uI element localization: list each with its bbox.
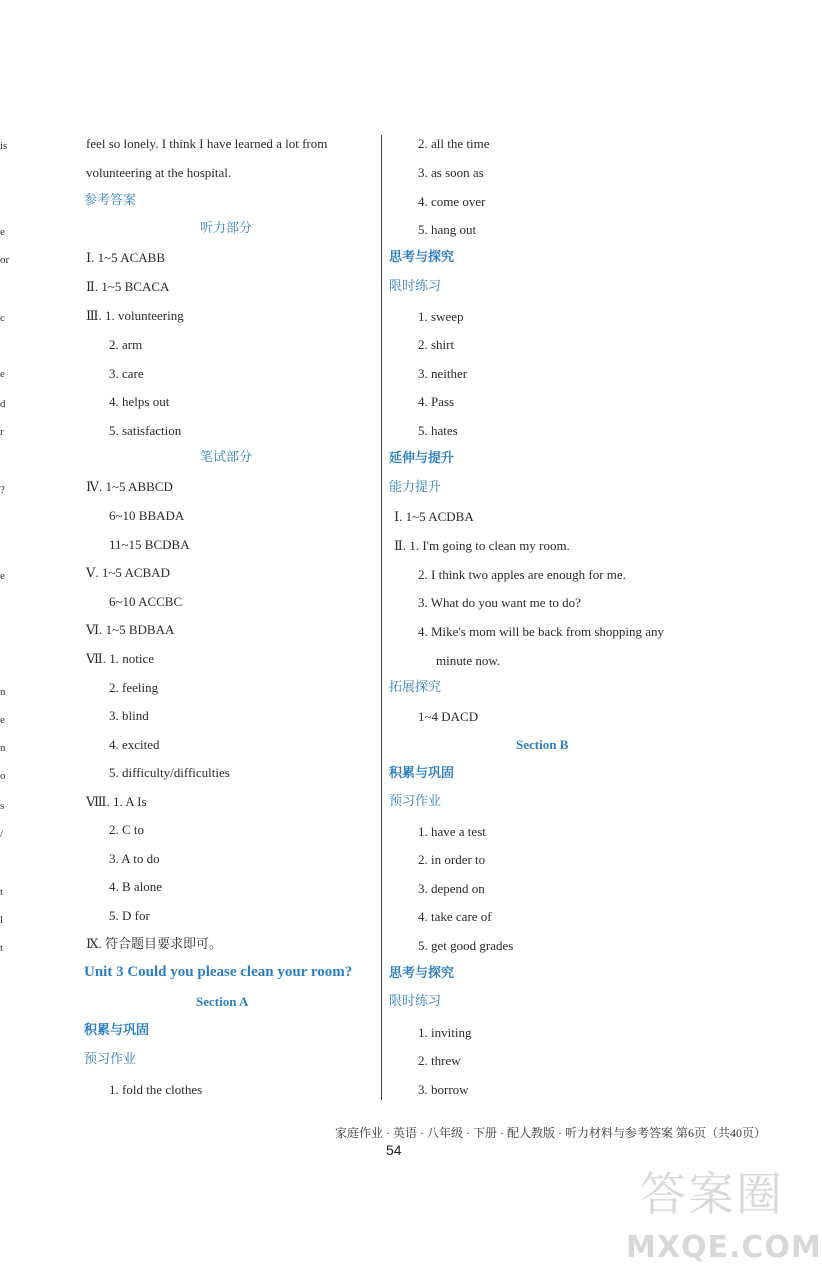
timed-heading: 限时练习 bbox=[389, 279, 442, 294]
listening-heading: 听力部分 bbox=[200, 221, 253, 236]
edge-fragment: n bbox=[0, 742, 6, 754]
answer-line: 1. have a test bbox=[418, 824, 486, 839]
edge-fragment: ? bbox=[0, 484, 5, 496]
answer-line: 2. shirt bbox=[418, 337, 455, 352]
edge-fragment: s bbox=[0, 800, 5, 812]
badge-accumulate: 积累与巩固 bbox=[84, 1023, 150, 1038]
paragraph-line: volunteering at the hospital. bbox=[86, 165, 232, 180]
footer-text: 家庭作业 · 英语 · 八年级 · 下册 · 配人教版 · 听力材料与参考答案 第6页（共40页） bbox=[335, 1126, 766, 1140]
answer-line: 3. as soon as bbox=[418, 165, 484, 180]
answer-line: 6~10 ACCBC bbox=[109, 594, 183, 609]
answer-line: 2. in order to bbox=[418, 852, 486, 867]
answer-line: Ⅷ. 1. A Is bbox=[86, 794, 147, 809]
edge-fragment: t bbox=[0, 942, 4, 954]
answer-line: 3. What do you want me to do? bbox=[418, 595, 581, 610]
answer-line: 3. blind bbox=[109, 708, 149, 723]
badge-think: 思考与探究 bbox=[389, 966, 455, 981]
answer-line: Ⅴ. 1~5 ACBAD bbox=[86, 565, 170, 580]
column-divider bbox=[381, 135, 382, 1100]
edge-fragment: o bbox=[0, 770, 6, 782]
ability-heading: 能力提升 bbox=[389, 480, 442, 495]
answer-line: 4. Mike's mom will be back from shopping any bbox=[418, 624, 665, 639]
answer-line: 1. sweep bbox=[418, 309, 464, 324]
edge-fragment: l bbox=[0, 914, 4, 926]
answer-line: Ⅶ. 1. notice bbox=[86, 651, 155, 666]
answers-heading: 参考答案 bbox=[84, 193, 137, 208]
answer-line: 3. neither bbox=[418, 366, 468, 381]
answer-line: Ⅱ. 1~5 BCACA bbox=[86, 279, 170, 294]
edge-fragment: t bbox=[0, 886, 4, 898]
edge-fragment: or bbox=[0, 254, 10, 266]
answer-line: 4. come over bbox=[418, 194, 486, 209]
answer-line: 2. feeling bbox=[109, 680, 159, 695]
edge-fragment: r bbox=[0, 426, 4, 438]
timed-heading: 限时练习 bbox=[389, 994, 442, 1009]
answer-line: 3. A to do bbox=[109, 851, 160, 866]
edge-fragment: is bbox=[0, 140, 8, 152]
answer-line: 4. B alone bbox=[109, 879, 163, 894]
answer-line: Ⅰ. 1~5 ACDBA bbox=[394, 509, 474, 524]
edge-fragment: c bbox=[0, 312, 5, 324]
answer-line: minute now. bbox=[436, 653, 501, 668]
answer-line: Ⅳ. 1~5 ABBCD bbox=[86, 479, 173, 494]
edge-fragment: e bbox=[0, 226, 5, 238]
answer-line: 5. D for bbox=[109, 908, 150, 923]
answer-line: Ⅲ. 1. volunteering bbox=[86, 308, 184, 323]
explore-heading: 拓展探究 bbox=[389, 680, 442, 695]
answer-line: 3. borrow bbox=[418, 1082, 469, 1097]
answer-line: 5. hates bbox=[418, 423, 458, 438]
answer-line: 4. excited bbox=[109, 737, 160, 752]
answer-line: 5. satisfaction bbox=[109, 423, 182, 438]
answer-line: Ⅱ. 1. I'm going to clean my room. bbox=[394, 538, 570, 553]
answer-line: 4. helps out bbox=[109, 394, 170, 409]
answer-line: Ⅸ. 符合题目要求即可。 bbox=[86, 936, 223, 951]
answer-line: 5. hang out bbox=[418, 222, 477, 237]
answer-line: 1. inviting bbox=[418, 1025, 472, 1040]
answer-line: Ⅵ. 1~5 BDBAA bbox=[86, 622, 175, 637]
page-number: 54 bbox=[386, 1142, 402, 1158]
edge-fragment: e bbox=[0, 570, 5, 582]
answer-line: 4. take care of bbox=[418, 909, 492, 924]
preview-heading: 预习作业 bbox=[84, 1052, 137, 1067]
section-a-title: Section A bbox=[196, 994, 249, 1009]
watermark-logo: 答案圈 bbox=[640, 1167, 784, 1221]
edge-fragment: e bbox=[0, 368, 5, 380]
edge-fragment: n bbox=[0, 686, 6, 698]
answer-line: 4. Pass bbox=[418, 394, 455, 409]
edge-fragment: e bbox=[0, 714, 5, 726]
answer-line: 3. depend on bbox=[418, 881, 485, 896]
edge-fragment: / bbox=[0, 828, 4, 840]
answer-line: 5. difficulty/difficulties bbox=[109, 765, 230, 780]
answer-line: 6~10 BBADA bbox=[109, 508, 185, 523]
watermark-url: MXQE.COM bbox=[626, 1230, 822, 1265]
unit-title: Unit 3 Could you please clean your room? bbox=[84, 964, 353, 980]
paragraph-line: feel so lonely. I think I have learned a lot from bbox=[86, 136, 328, 151]
answer-line: 3. care bbox=[109, 366, 144, 381]
answer-line: 2. threw bbox=[418, 1053, 461, 1068]
badge-expand: 延伸与提升 bbox=[389, 451, 455, 466]
badge-accumulate: 积累与巩固 bbox=[389, 766, 455, 781]
answer-line: 1~4 DACD bbox=[418, 709, 479, 724]
answer-line: Ⅰ. 1~5 ACABB bbox=[86, 250, 165, 265]
answer-line: 2. C to bbox=[109, 822, 145, 837]
answer-line: 2. I think two apples are enough for me. bbox=[418, 567, 626, 582]
answer-line: 1. fold the clothes bbox=[109, 1082, 203, 1097]
section-b-title: Section B bbox=[516, 737, 569, 752]
preview-heading: 预习作业 bbox=[389, 794, 442, 809]
written-heading: 笔试部分 bbox=[200, 450, 253, 465]
answer-line: 11~15 BCDBA bbox=[109, 537, 190, 552]
edge-fragment: d bbox=[0, 398, 6, 410]
answer-line: 2. arm bbox=[109, 337, 143, 352]
answer-line: 2. all the time bbox=[418, 136, 490, 151]
badge-think: 思考与探究 bbox=[389, 250, 455, 265]
answer-line: 5. get good grades bbox=[418, 938, 514, 953]
